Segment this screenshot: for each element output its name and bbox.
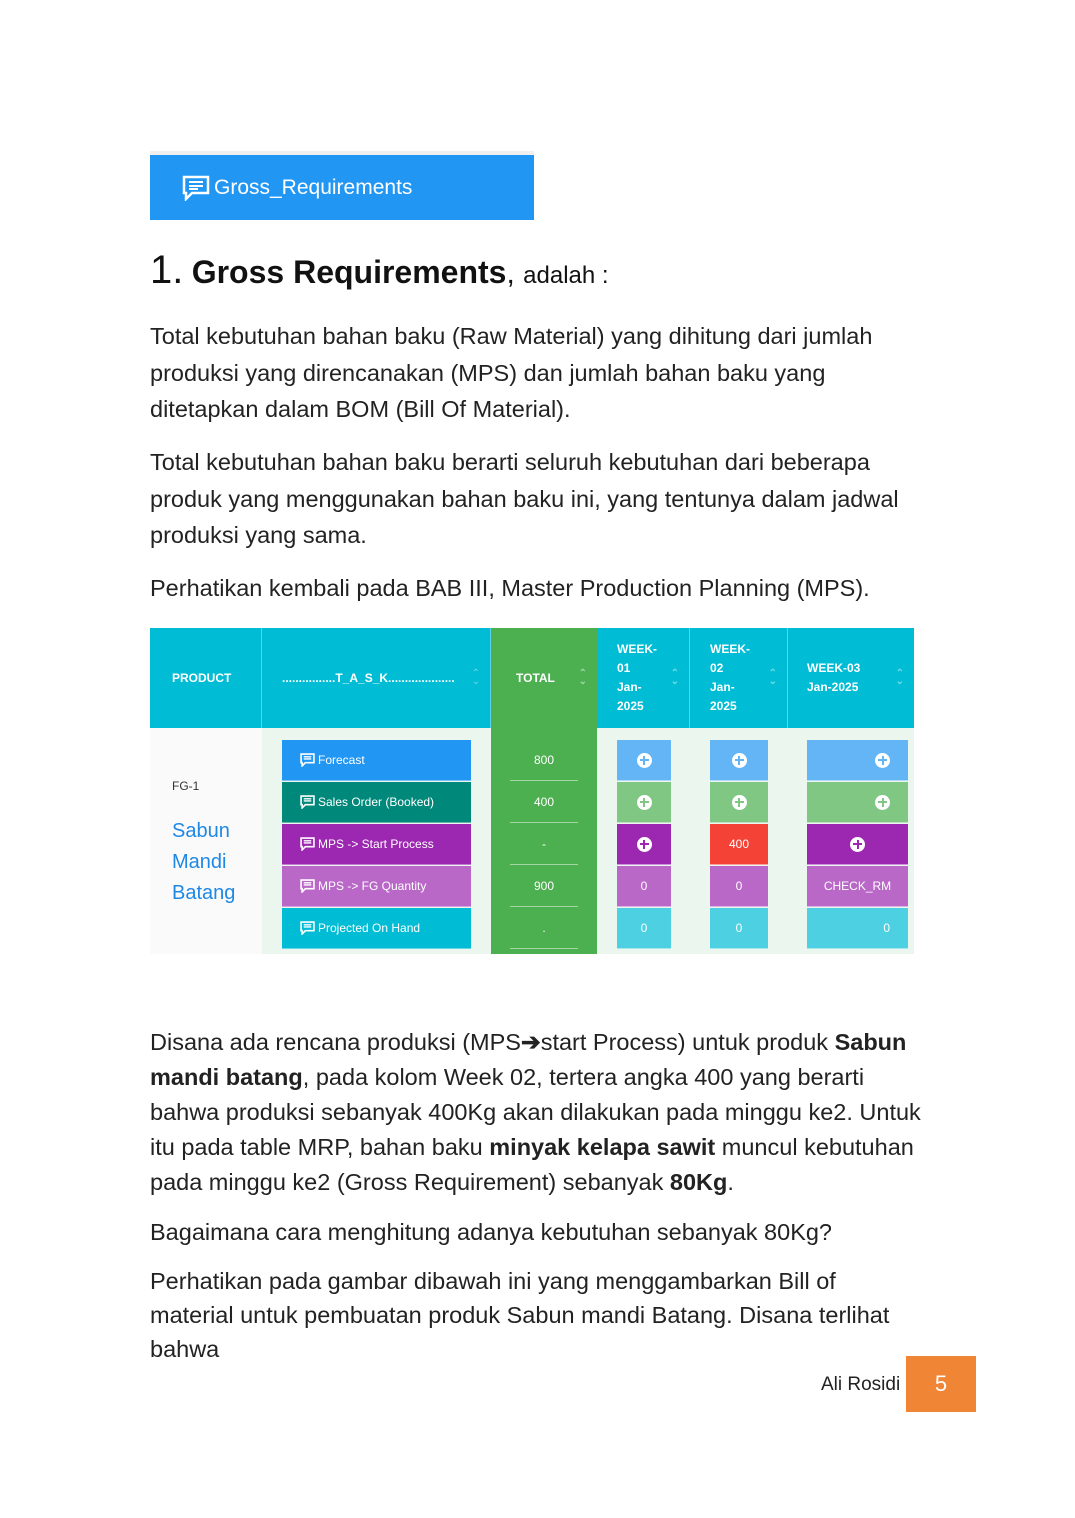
sort-icon: ⌃ ⌄ [471,668,480,687]
week-label: Jan- [710,680,735,694]
header-total-label: TOTAL [516,671,555,685]
paragraph-reference: Perhatikan kembali pada BAB III, Master Production Planning (MPS). [150,575,870,601]
sort-icon: ⌃ ⌄ [578,668,587,687]
total-value: 800 [510,740,578,781]
task-label: MPS -> Start Process [318,837,434,851]
sort-icon: ⌃ ⌄ [768,668,777,687]
header-week-01[interactable] [597,628,690,728]
paragraph-bom: Perhatikan pada gambar dibawah ini yang menggambarkan Bill of material untuk pembuatan produk Sabun mandi Batang. Disana terlihat bahwa [150,1268,890,1362]
week-cell[interactable] [807,908,908,949]
header-total[interactable] [491,628,597,728]
bold-text: ➔ [520,1029,541,1055]
mps-table [150,628,914,954]
heading-suffix: adalah : [523,262,609,289]
text-segment: start Process) untuk produk [540,1029,835,1055]
add-icon [850,837,865,852]
header-task[interactable] [262,628,491,728]
add-icon [637,753,652,768]
add-icon [875,795,890,810]
week-cell[interactable] [807,824,908,865]
week-cell[interactable] [710,866,768,907]
bold-text: minyak kelapa sawit [489,1134,716,1160]
paragraph-definition: Total kebutuhan bahan baku (Raw Material) yang dihitung dari jumlah produksi yang direncanakan (MPS) dan jumlah bahan baku yang ditetapkan dalam BOM (Bill Of Material). [150,323,873,422]
comment-icon [300,753,315,767]
paragraph-total: Total kebutuhan bahan baku berarti seluruh kebutuhan dari beberapa produk yang menggunakan bahan baku ini, yang tentunya dalam jadwal produksi yang sama. [150,449,899,548]
author-name: Ali Rosidi [821,1374,901,1395]
week-cell[interactable] [807,740,908,781]
section-heading [150,248,609,293]
task-label: Sales Order (Booked) [318,795,435,809]
week-cell[interactable] [617,866,671,907]
add-icon [732,753,747,768]
sort-icon: ⌃ ⌄ [670,668,679,687]
week-cell[interactable] [710,782,768,823]
week-cell[interactable] [617,824,671,865]
task-row-button[interactable] [282,740,471,781]
cell-value: 400 [728,837,750,851]
cell-value: 0 [640,879,648,893]
product-cell [150,728,262,954]
cell-value: 0 [735,879,743,893]
comment-icon [300,921,315,935]
task-row-button[interactable] [282,866,471,907]
comment-icon [300,879,315,893]
week-cell[interactable] [807,866,908,907]
total-value: - [510,824,578,865]
cell-value: 0 [883,921,890,935]
total-value: 900 [510,866,578,907]
week-cell[interactable] [710,824,768,865]
paragraph-explanation [150,1025,930,1200]
page-number: 5 [906,1356,976,1412]
week-cell[interactable] [617,908,671,949]
header-week-03[interactable] [788,628,914,728]
add-icon [637,795,652,810]
comment-icon [300,837,315,851]
paragraph-question: Bagaimana cara menghitung adanya kebutuhan sebanyak 80Kg? [150,1219,833,1245]
section-banner [150,155,534,220]
text-segment: Disana ada rencana produksi (MPS [150,1029,521,1055]
text-segment: , pada kolom Week 02, tertera angka 400 yang berarti bahwa produksi sebanyak 400Kg akan dilakukan pada minggu ke2. Untuk itu pada table MRP, bahan baku [150,1064,921,1160]
week-cell[interactable] [617,782,671,823]
cell-value: CHECK_RM [823,879,892,893]
task-row-button[interactable] [282,782,471,823]
week-label: WEEK-03 [807,661,861,675]
total-value: . [510,908,578,949]
header-task-label: ................T_A_S_K.................... [282,671,455,685]
add-icon [875,753,890,768]
week-cell[interactable] [807,782,908,823]
week-label: 02 [710,661,724,675]
header-week-02[interactable] [690,628,788,728]
header-product-label: PRODUCT [172,671,232,685]
week-label: Jan-2025 [807,680,859,694]
product-name-line: Mandi [172,851,227,873]
text-segment: muncul kebutuhan pada minggu ke2 (Gross Requirement) sebanyak [150,1134,914,1195]
product-name-line: Sabun [172,820,230,842]
text-segment: . [727,1169,734,1195]
task-label: Projected On Hand [318,921,421,935]
week-cell[interactable] [617,740,671,781]
task-label: Forecast [318,753,365,767]
week-cell[interactable] [710,908,768,949]
week-label: 01 [617,661,631,675]
add-icon [637,837,652,852]
heading-comma: , [506,257,515,290]
task-row-button[interactable] [282,824,471,865]
comment-icon [300,795,315,809]
total-value: 400 [510,782,578,823]
sort-icon: ⌃ ⌄ [895,668,904,687]
product-name-line: Batang [172,882,236,904]
week-label: WEEK- [617,642,657,656]
task-row-button[interactable] [282,908,471,949]
banner-label: Gross_Requirements [214,175,413,199]
comment-icon [182,175,210,201]
bold-text: 80Kg [669,1169,728,1195]
task-label: MPS -> FG Quantity [318,879,427,893]
week-label: 2025 [710,699,737,713]
heading-number: 1. [150,248,184,292]
week-label: Jan- [617,680,642,694]
heading-title: Gross Requirements [191,254,507,290]
cell-value: 0 [735,921,743,935]
bold-text: Sabun mandi batang [150,1029,907,1090]
week-label: 2025 [617,699,644,713]
add-icon [732,795,747,810]
product-name[interactable] [172,816,235,909]
cell-value: 0 [640,921,648,935]
week-cell[interactable] [710,740,768,781]
header-product[interactable] [150,628,262,728]
product-code: FG-1 [172,779,200,793]
week-label: WEEK- [710,642,750,656]
